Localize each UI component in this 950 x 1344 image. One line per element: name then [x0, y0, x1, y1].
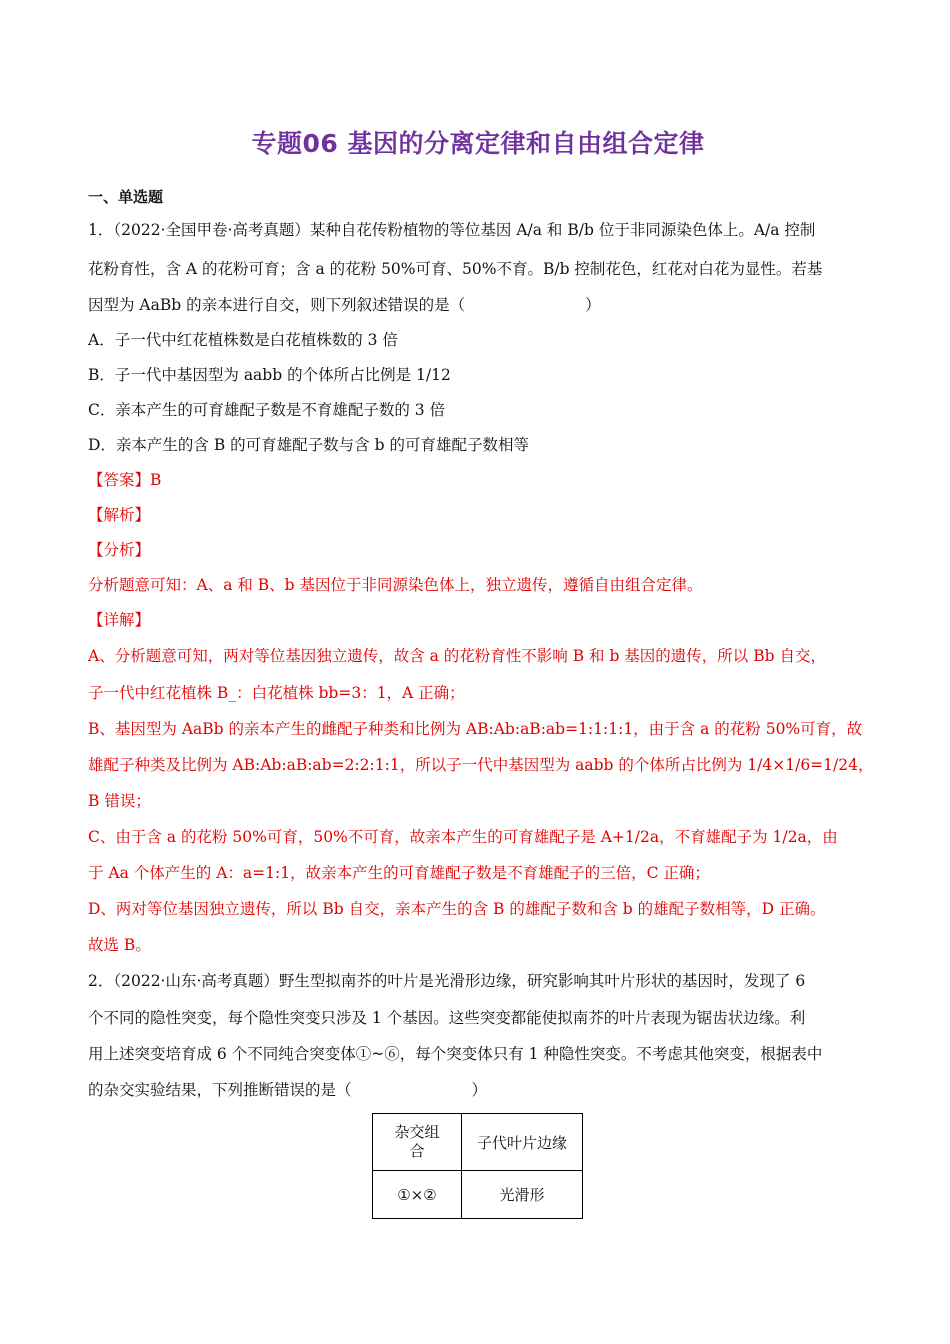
section-heading: 一、单选题	[88, 188, 164, 206]
q2-line-4-close: ）	[471, 1081, 488, 1099]
cross-result-table	[372, 1113, 583, 1219]
q1-option-c: C．亲本产生的可育雄配子数是不育雄配子数的 3 倍	[88, 401, 446, 419]
q1-xiangjie-label: 【详解】	[88, 611, 151, 629]
q2-line-4	[88, 1073, 868, 1108]
q1-detail-line: A、分析题意可知，两对等位基因独立遗传，故含 a 的花粉育性不影响 B 和 b 基因的遗传，所以 Bb 自交，	[88, 647, 826, 665]
q1-option-a: A．子一代中红花植株数是白花植株数的 3 倍	[88, 331, 398, 349]
table-header-cell: 子代叶片边缘	[462, 1114, 583, 1171]
table-header-row	[373, 1114, 583, 1171]
q1-detail-line: 故选 B。	[88, 936, 151, 954]
q1-option-b: B．子一代中基因型为 aabb 的个体所占比例是 1/12	[88, 366, 451, 384]
q1-detail-line: C、由于含 a 的花粉 50%可育，50%不可育，故亲本产生的可育雄配子是 A+1/2a，不育雄配子为 1/2a，由	[88, 828, 838, 846]
table-header-cell: 杂交组合	[373, 1114, 462, 1171]
q1-detail-line: D、两对等位基因独立遗传，所以 Bb 自交，亲本产生的含 B 的雄配子数和含 b 的雄配子数相等，D 正确。	[88, 900, 826, 918]
q1-detail-line: B、基因型为 AaBb 的亲本产生的雌配子种类和比例为 AB:Ab:aB:ab=1:1:1:1，由于含 a 的花粉 50%可育，故	[88, 720, 863, 738]
q1-detail-line: 子一代中红花植株 B_：白花植株 bb=3：1，A 正确；	[88, 684, 465, 702]
q1-answer: 【答案】B	[88, 471, 162, 489]
table-cell: ①×②	[373, 1171, 462, 1219]
table-cell: 光滑形	[462, 1171, 583, 1219]
q1-option-d: D．亲本产生的含 B 的可育雄配子数与含 b 的可育雄配子数相等	[88, 436, 529, 454]
q1-line-3-text: 因型为 AaBb 的亲本进行自交，则下列叙述错误的是（	[88, 296, 466, 314]
q1-line-3	[88, 288, 868, 323]
q1-detail-line: 雄配子种类及比例为 AB:Ab:aB:ab=2:2:1:1，所以子一代中基因型为 aabb 的个体所占比例为 1/4×1/6=1/24，	[88, 756, 874, 774]
q1-fenxi: 分析题意可知：A、a 和 B、b 基因位于非同源染色体上，独立遗传，遵循自由组合定律。	[88, 576, 703, 594]
q2-line-4-text: 的杂交实验结果，下列推断错误的是（	[88, 1081, 352, 1099]
q1-line-2: 花粉育性，含 A 的花粉可育；含 a 的花粉 50%可育、50%不育。B/b 控制花色，红花对白花为显性。若基	[88, 260, 823, 278]
page-title: 专题06 基因的分离定律和自由组合定律	[251, 129, 705, 158]
q2-line-1: 2．（2022·山东·高考真题）野生型拟南芥的叶片是光滑形边缘，研究影响其叶片形状的基因时，发现了 6	[88, 972, 806, 990]
q1-line-3-close: ）	[585, 296, 601, 314]
q1-line-1: 1．（2022·全国甲卷·高考真题）某种自花传粉植物的等位基因 A/a 和 B/b 位于非同源染色体上。A/a 控制	[88, 221, 816, 239]
q1-jiexi-label: 【解析】	[88, 506, 151, 524]
q1-detail-line: 于 Aa 个体产生的 A：a=1:1，故亲本产生的可育雄配子数是不育雄配子的三倍，C 正确；	[88, 864, 710, 882]
q2-line-2: 个不同的隐性突变，每个隐性突变只涉及 1 个基因。这些突变都能使拟南芥的叶片表现为锯齿状边缘。利	[88, 1009, 806, 1027]
q2-line-3: 用上述突变培育成 6 个不同纯合突变体①~⑥，每个突变体只有 1 种隐性突变。不考虑其他突变，根据表中	[88, 1045, 823, 1063]
q1-detail-line: B 错误；	[88, 792, 151, 810]
q1-fenxi-label: 【分析】	[88, 541, 151, 559]
table-row	[373, 1171, 583, 1219]
